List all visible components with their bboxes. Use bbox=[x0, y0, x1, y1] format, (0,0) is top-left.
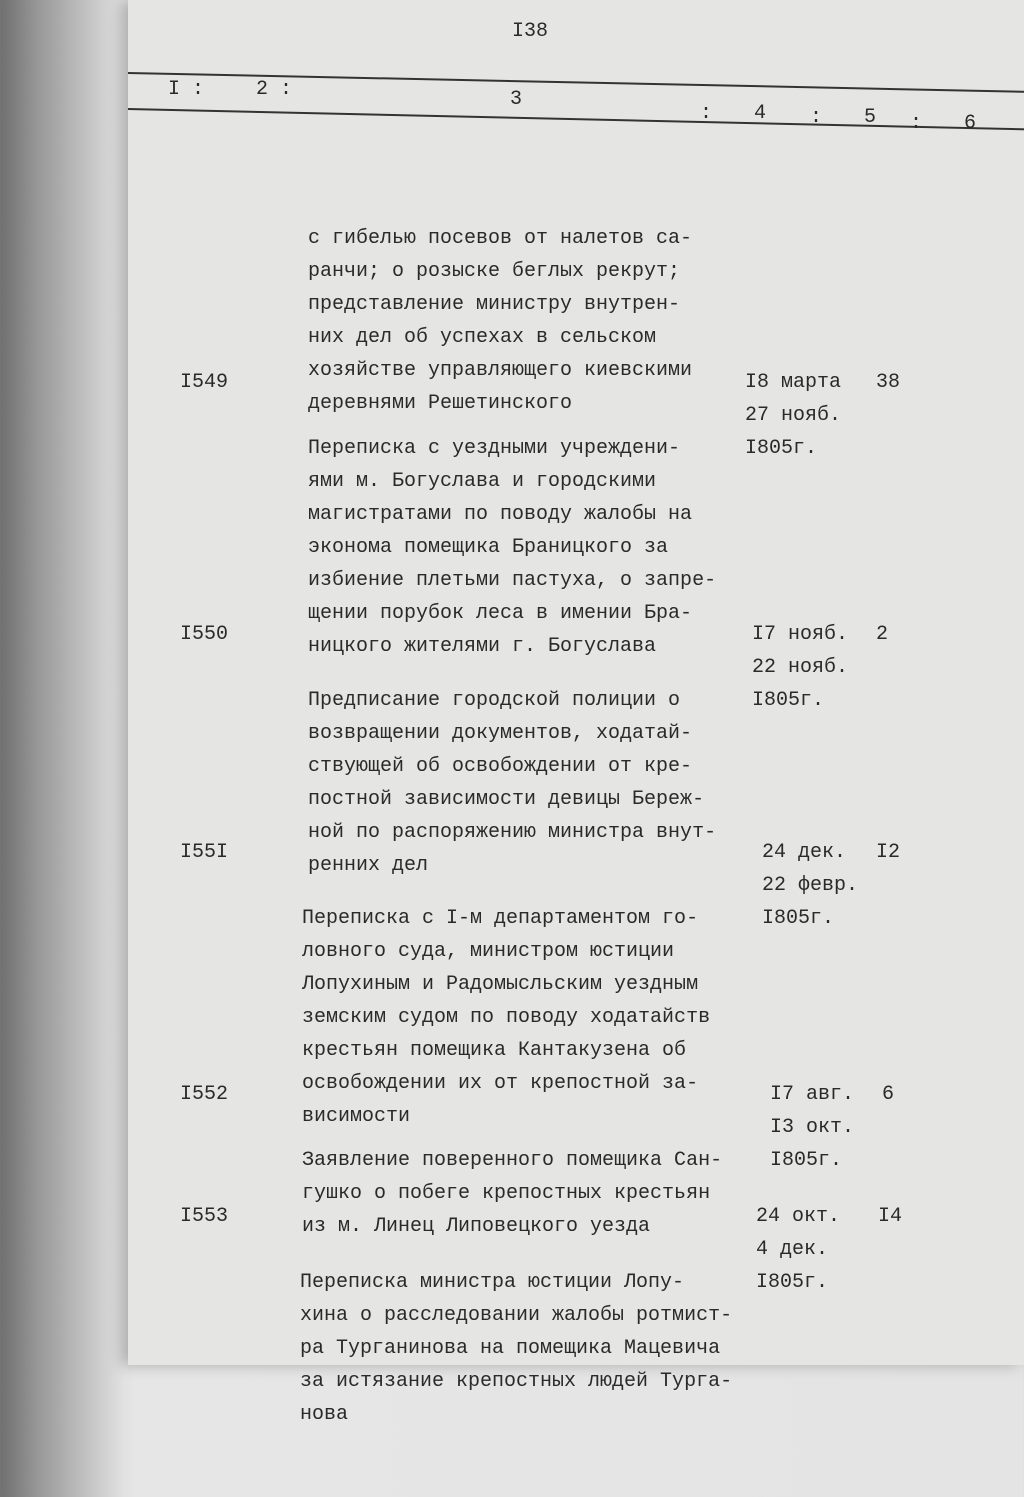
page-number: I38 bbox=[512, 20, 549, 43]
entry-number: I553 bbox=[180, 1205, 229, 1228]
entry-sheet-count: 2 bbox=[876, 623, 889, 646]
entry-number: I55I bbox=[180, 841, 229, 864]
entry-dates: 24 окт. 4 дек. I805г. bbox=[756, 1205, 841, 1294]
entry-sheet-count: 38 bbox=[876, 371, 901, 394]
entry-description: Переписка министра юстиции Лопу- хина о расследовании жалобы ротмист- ра Турганинова на помещика Мацевича за истязание крепостных людей Турга- нова bbox=[300, 1271, 733, 1426]
entry-sheet-count: I4 bbox=[878, 1205, 903, 1228]
entry-number: I552 bbox=[180, 1083, 229, 1106]
entry-dates: I7 авг. I3 окт. I805г. bbox=[770, 1083, 855, 1172]
column-header-2: 2 : bbox=[256, 78, 293, 101]
entry-number: I550 bbox=[180, 623, 229, 646]
entry-sheet-count: I2 bbox=[876, 841, 901, 864]
column-header-3: 3 bbox=[510, 88, 523, 111]
entry-dates: 24 дек. 22 февр. I805г. bbox=[762, 841, 859, 930]
entry-description: Переписка с I-м департаментом го- ловного суда, министром юстиции Лопухиным и Радомысльским уездным земским судом по поводу ходатайств крестьян помещика Кантакузена об освобождении их от крепостной за- висимости bbox=[302, 907, 711, 1128]
entry-number: I549 bbox=[180, 371, 229, 394]
entry-dates: I8 марта 27 нояб. I805г. bbox=[745, 371, 842, 460]
column-header-6: : 6 bbox=[910, 112, 977, 135]
column-header-5: : 5 bbox=[810, 106, 877, 129]
entry-description: с гибелью посевов от налетов са- ранчи; о розыске беглых рекрут; представление министру внутрен- них дел об успехах в сельском хозяйстве управляющего киевскими деревнями Решетинского bbox=[308, 227, 693, 415]
entry-description: Переписка с уездными учреждени- ями м. Богуслава и городскими магистратами по поводу жалобы на эконома помещика Браницкого за избиение плетьми пастуха, о запре- щении порубок леса в имении Бра- ницкого жителями г. Богуслава bbox=[308, 437, 717, 658]
entry-description: Предписание городской полиции о возвращении документов, ходатай- ствующей об освобождении от кре- постной зависимости девицы Береж- ной по распоряжению министра внут- ренних дел bbox=[308, 689, 717, 877]
column-header-4: : 4 bbox=[700, 102, 767, 125]
entry-sheet-count: 6 bbox=[882, 1083, 895, 1106]
column-header-1: I : bbox=[168, 78, 205, 101]
entry-dates: I7 нояб. 22 нояб. I805г. bbox=[752, 623, 849, 712]
entry-description: Заявление поверенного помещика Сан- гушко о побеге крепостных крестьян из м. Линец Липовецкого уезда bbox=[302, 1149, 723, 1238]
